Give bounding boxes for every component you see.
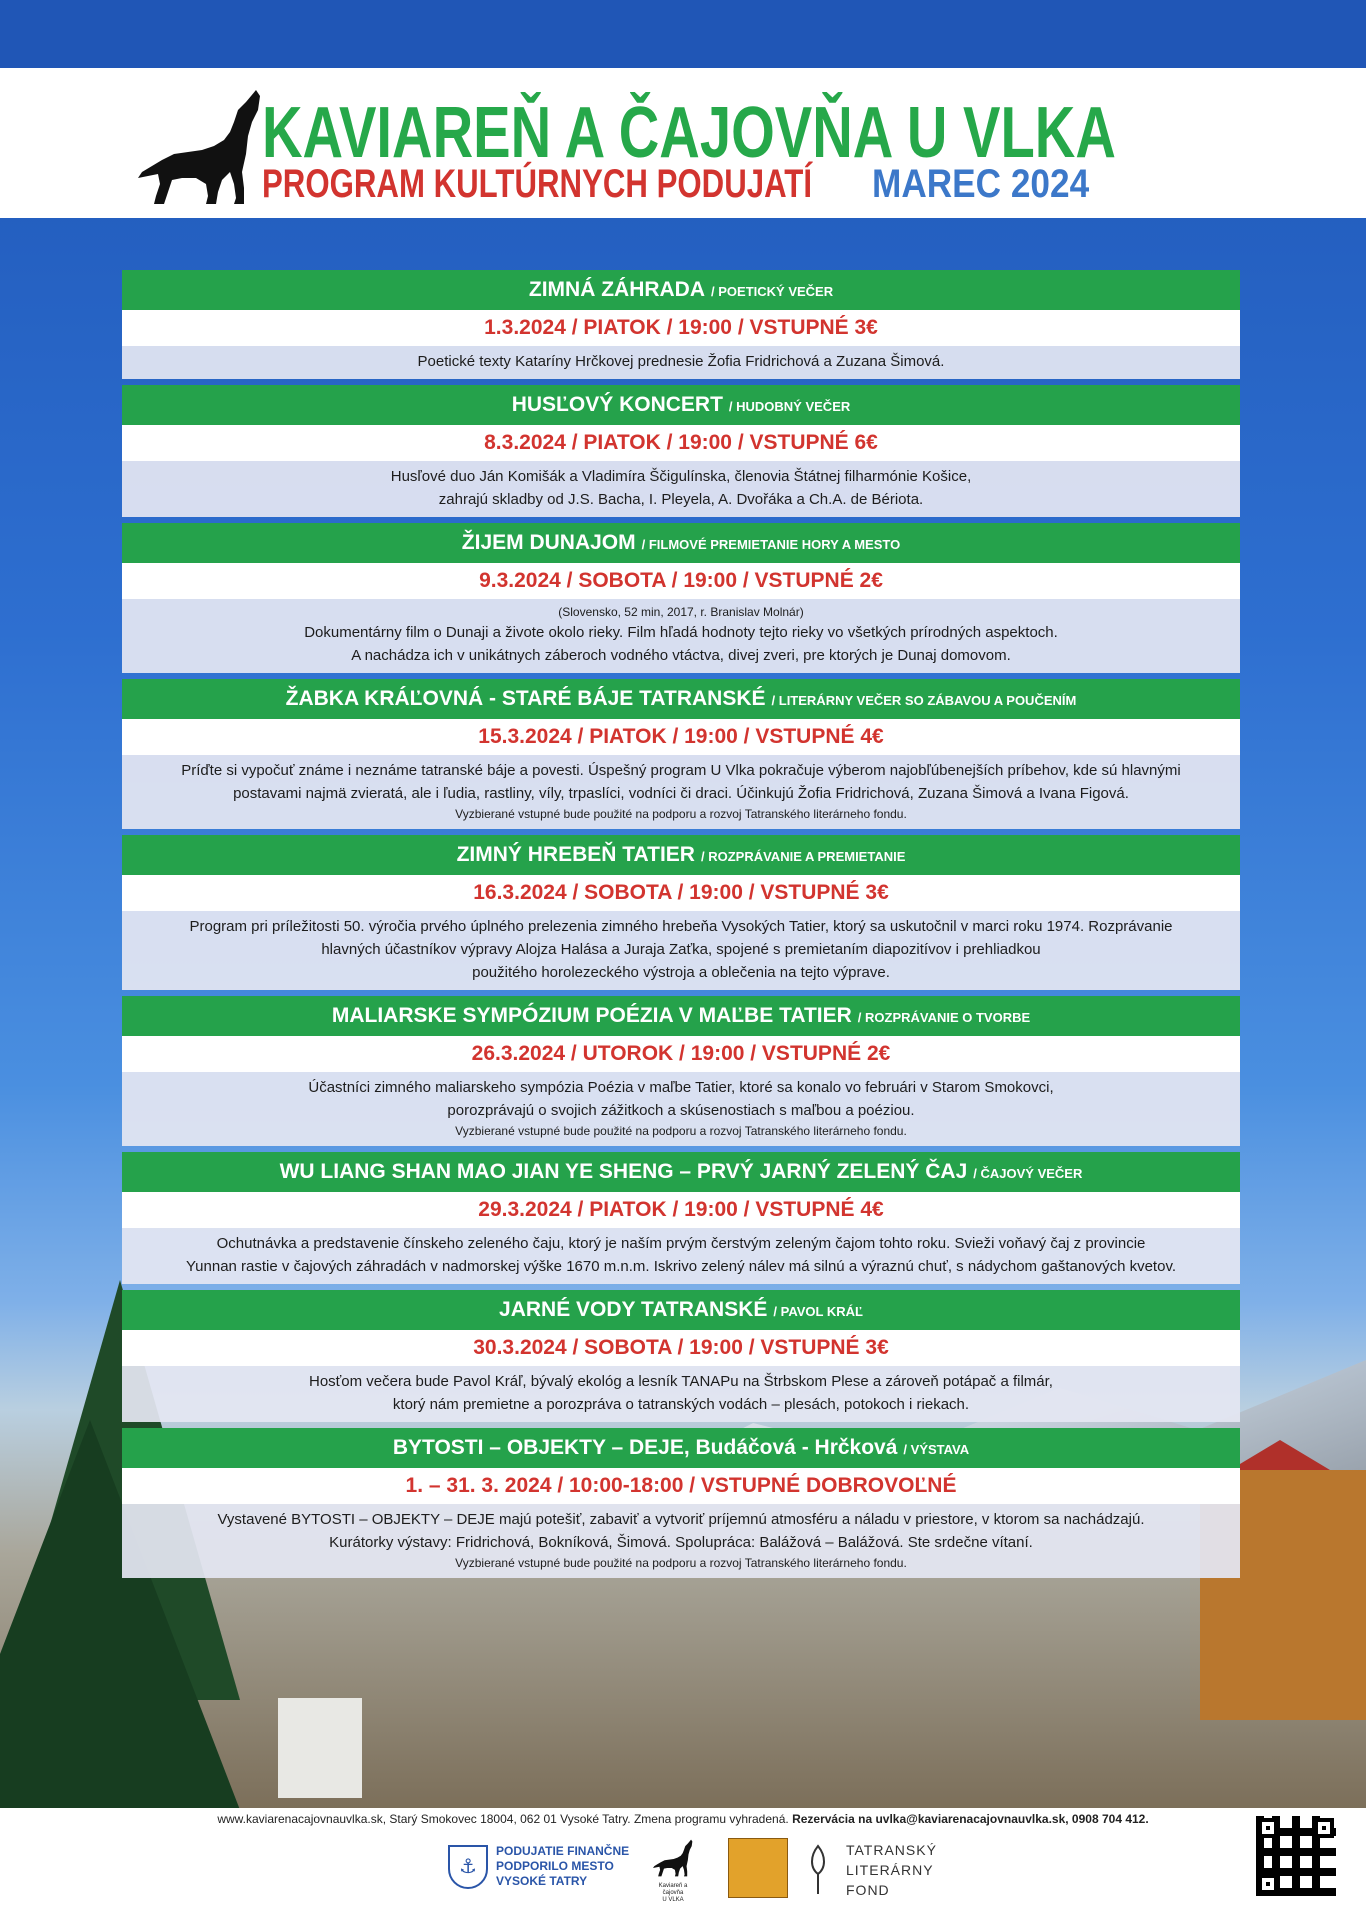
event-tag: / PAVOL KRÁĽ [773,1304,863,1319]
event-block [122,835,1240,990]
event-title-bar [122,1290,1240,1330]
top-band [0,0,1366,68]
event-title-bar [122,679,1240,719]
event-description-line: hlavných účastníkov výpravy Alojza Halása a Juraja Zaťka, spojené s premietaním diapozitívov i prehliadkou [321,941,1041,958]
event-tag: / ROZPRÁVANIE O TVORBE [857,1010,1031,1025]
event-title-bar [122,270,1240,310]
event-title: HUSĽOVÝ KONCERT [511,393,723,416]
event-description-line: postavami najmä zvieratá, ale i ľudia, rastliny, víly, trpaslíci, vodníci či draci. Účinkujú Žofia Fridrichová, Zuzana Šimová a Ivana Figová. [233,785,1129,802]
event-description [122,1072,1240,1146]
event-title-bar [122,523,1240,563]
footer-address: www.kaviarenacajovnauvlka.sk, Starý Smokovec 18004, 062 01 Vysoké Tatry. Zmena programu vyhradená. [217,1812,789,1826]
event-description [122,346,1240,379]
event-block [122,1152,1240,1284]
book-logo-icon [728,1838,788,1898]
events-list [122,270,1240,1584]
event-block [122,1428,1240,1578]
event-title: BYTOSTI – OBJEKTY – DEJE, Budáčová - Hrčková [392,1436,898,1459]
event-tag: / LITERÁRNY VEČER SO ZÁBAVOU A POUČENÍM [771,693,1077,708]
page-subtitle: PROGRAM KULTÚRNYCH PODUJATÍ [262,162,813,206]
event-description-line: Poetické texty Kataríny Hrčkovej prednesie Žofia Fridrichová a Zuzana Šimová. [417,353,945,370]
event-tag: / POETICKÝ VEČER [711,284,834,299]
event-film-info: (Slovensko, 52 min, 2017, r. Branislav Molnár) [558,605,804,619]
event-title-bar [122,1152,1240,1192]
event-description-line: Ochutnávka a predstavenie čínskeho zeleného čaju, ktorý je naším prvým čerstvým zeleným čajom tohto roku. Svieži voňavý čaj z provincie [216,1235,1146,1252]
event-title: ŽIJEM DUNAJOM [461,531,636,554]
event-description-line: Program pri príležitosti 50. výročia prvého úplného prelezenia zimného hrebeňa Vysokých Tatier, ktorý sa uskutočnil v marci roku 1974. Rozprávanie [189,918,1173,935]
page-title: KAVIAREŇ A ČAJOVŇA U VLKA [262,93,1116,173]
cafe-logo: Kaviareň a čajovňa U VLKA [648,1838,698,1900]
event-description [122,911,1240,990]
event-date: 15.3.2024 / PIATOK / 19:00 / VSTUPNÉ 4€ [122,719,1240,755]
event-description [122,599,1240,673]
event-note: Vyzbierané vstupné bude použité na podporu a rozvoj Tatranského literárneho fondu. [455,1556,907,1570]
event-description [122,1504,1240,1578]
event-description-line: použitého horolezeckého výstroja a oblečenia na tejto výprave. [472,964,890,981]
event-description-line: Hosťom večera bude Pavol Kráľ, bývalý ekológ a lesník TANAPu na Štrbskom Plese a zároveň potápač a filmár, [309,1373,1053,1390]
event-description-line: Husľové duo Ján Komišák a Vladimíra Ščigulínska, členovia Štátnej filharmónie Košice, [390,468,972,485]
event-description-line: Príďte si vypočuť známe i neznáme tatranské báje a povesti. Úspešný program U Vlka pokračuje výberom najobľúbenejších príbehov, kde sú hlavnými [181,762,1181,779]
fund-name: TATRANSKÝ LITERÁRNY FOND [846,1842,937,1898]
event-description-line: Dokumentárny film o Dunaji a živote okolo rieky. Film hľadá hodnoty tejto rieky vo všetkých prírodných aspektoch. [304,624,1058,641]
event-note: Vyzbierané vstupné bude použité na podporu a rozvoj Tatranského literárneho fondu. [455,807,907,821]
event-block [122,523,1240,673]
event-title: ZIMNÝ HREBEŇ TATIER [456,843,695,866]
event-description [122,1228,1240,1284]
event-date: 30.3.2024 / SOBOTA / 19:00 / VSTUPNÉ 3€ [122,1330,1240,1366]
event-description-line: ktorý nám premietne a porozpráva o tatranských vodách – plesách, potokoch i riekach. [392,1396,970,1413]
event-note: Vyzbierané vstupné bude použité na podporu a rozvoj Tatranského literárneho fondu. [455,1124,907,1138]
event-description-line: Kurátorky výstavy: Fridrichová, Bokníková, Šimová. Spolupráca: Balážová – Balážová. Ste srdečne vítaní. [329,1534,1033,1551]
event-title-bar [122,385,1240,425]
event-tag: / VÝSTAVA [903,1442,970,1457]
event-title-bar [122,1428,1240,1468]
fund-emblem-icon [806,1842,830,1898]
shed-shape [278,1698,362,1798]
event-description [122,755,1240,829]
footer-contact [0,1812,1366,1826]
qr-code-icon[interactable] [1256,1816,1336,1896]
event-title: JARNÉ VODY TATRANSKÉ [499,1298,768,1321]
event-tag: / ROZPRÁVANIE A PREMIETANIE [700,849,906,864]
event-description-line: Vystavené BYTOSTI – OBJEKTY – DEJE majú potešiť, zabaviť a vytvoriť príjemnú atmosféru a náladu v priestore, v ktorom sa nachádzajú. [217,1511,1145,1528]
footer-reservation: Rezervácia na uvlka@kaviarenacajovnauvlka.sk, 0908 704 412. [792,1812,1149,1826]
event-block [122,385,1240,517]
event-description [122,461,1240,517]
event-description [122,1366,1240,1422]
event-tag: / FILMOVÉ PREMIETANIE HORY A MESTO [641,537,901,552]
event-title: ZIMNÁ ZÁHRADA [528,278,706,301]
event-date: 1.3.2024 / PIATOK / 19:00 / VSTUPNÉ 3€ [122,310,1240,346]
event-block [122,270,1240,379]
event-block [122,679,1240,829]
event-title: ŽABKA KRÁĽOVNÁ - STARÉ BÁJE TATRANSKÉ [285,687,766,710]
sponsor-logo [448,1844,629,1889]
event-title-bar [122,996,1240,1036]
event-date: 26.3.2024 / UTOROK / 19:00 / VSTUPNÉ 2€ [122,1036,1240,1072]
month-label: MAREC 2024 [872,162,1090,206]
event-date: 1. – 31. 3. 2024 / 10:00-18:00 / VSTUPNÉ DOBROVOĽNÉ [122,1468,1240,1504]
event-description-line: Účastníci zimného maliarskeho sympózia Poézia v maľbe Tatier, ktoré sa konalo vo februári v Starom Smokovci, [308,1079,1054,1096]
sponsor-text: PODUJATIE FINANČNE PODPORILO MESTO VYSOKÉ TATRY [496,1844,630,1888]
event-description-line: A nachádza ich v unikátnych záberoch vodného vtáctva, divej zveri, pre ktorých je Dunaj domovom. [351,647,1011,664]
event-date: 16.3.2024 / SOBOTA / 19:00 / VSTUPNÉ 3€ [122,875,1240,911]
event-date: 8.3.2024 / PIATOK / 19:00 / VSTUPNÉ 6€ [122,425,1240,461]
city-crest-icon: ⚓ [448,1845,488,1889]
event-description-line: porozprávajú o svojich zážitkoch a skúsenostiach s maľbou a poéziou. [447,1102,915,1119]
event-date: 29.3.2024 / PIATOK / 19:00 / VSTUPNÉ 4€ [122,1192,1240,1228]
event-block [122,1290,1240,1422]
event-tag: / HUDOBNÝ VEČER [728,399,851,414]
event-title: WU LIANG SHAN MAO JIAN YE SHENG – PRVÝ JARNÝ ZELENÝ ČAJ [279,1160,968,1183]
wolf-logo-icon [653,1838,693,1878]
event-title: MALIARSKE SYMPÓZIUM POÉZIA V MAĽBE TATIER [331,1004,852,1027]
event-tag: / ČAJOVÝ VEČER [973,1166,1083,1181]
howling-wolf-icon [138,88,262,206]
event-date: 9.3.2024 / SOBOTA / 19:00 / VSTUPNÉ 2€ [122,563,1240,599]
event-description-line: Yunnan rastie v čajových záhradách v nadmorskej výške 1670 m.n.m. Iskrivo zelený nálev má silnú a výraznú chuť, s nádychom gaštanových kvetov. [186,1258,1176,1275]
event-description-line: zahrajú skladby od J.S. Bacha, I. Pleyela, A. Dvořáka a Ch.A. de Bériota. [438,491,924,508]
event-title-bar [122,835,1240,875]
event-block [122,996,1240,1146]
